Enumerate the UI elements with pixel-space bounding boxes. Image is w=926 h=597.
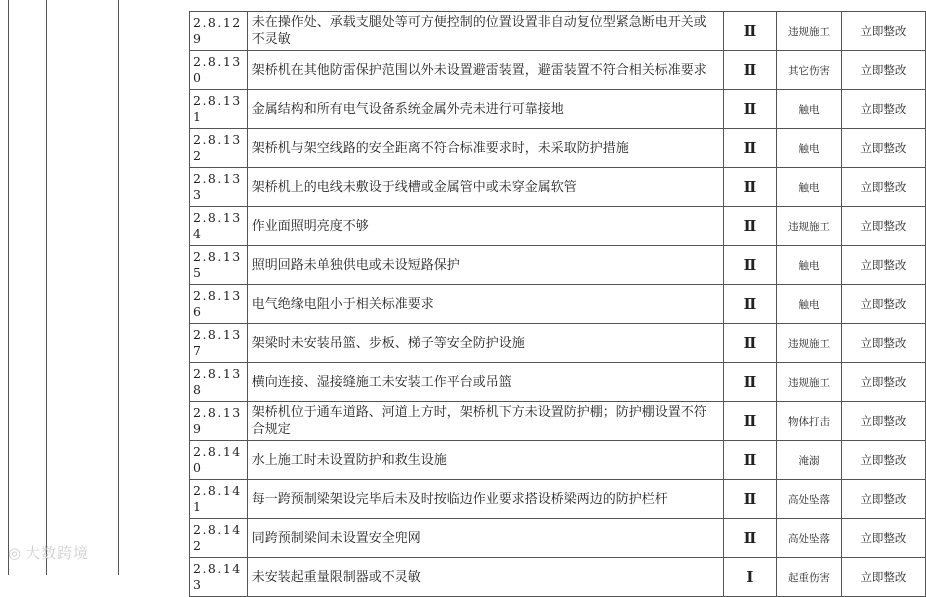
table-row bbox=[190, 480, 926, 519]
item-number: 2.8.12 9 bbox=[190, 12, 248, 51]
rectification-action: 立即整改 bbox=[841, 519, 925, 558]
item-number: 2.8.13 0 bbox=[190, 51, 248, 90]
item-number: 2.8.13 2 bbox=[190, 129, 248, 168]
rectification-action: 立即整改 bbox=[841, 12, 925, 51]
accident-type: 违规施工 bbox=[777, 363, 842, 402]
hazard-description: 金属结构和所有电气设备系统金属外壳未进行可靠接地 bbox=[247, 90, 723, 129]
item-number: 2.8.13 3 bbox=[190, 168, 248, 207]
rectification-action: 立即整改 bbox=[841, 285, 925, 324]
rectification-action: 立即整改 bbox=[841, 441, 925, 480]
rectification-action: 立即整改 bbox=[841, 324, 925, 363]
hazard-description: 架梁时未安装吊篮、步板、梯子等安全防护设施 bbox=[247, 324, 723, 363]
hazard-description: 水上施工时未设置防护和救生设施 bbox=[247, 441, 723, 480]
hazard-level: Ⅱ bbox=[723, 402, 776, 441]
watermark-logo-icon: ◎ bbox=[8, 544, 23, 562]
left-border-line bbox=[8, 0, 9, 575]
accident-type: 触电 bbox=[777, 246, 842, 285]
accident-type: 其它伤害 bbox=[777, 51, 842, 90]
rectification-action: 立即整改 bbox=[841, 558, 925, 597]
hazard-level: Ⅱ bbox=[723, 129, 776, 168]
hazard-description: 架桥机与架空线路的安全距离不符合标准要求时，未采取防护措施 bbox=[247, 129, 723, 168]
hazard-table-body bbox=[190, 12, 926, 597]
hazard-level: Ⅱ bbox=[723, 363, 776, 402]
hazard-level: Ⅱ bbox=[723, 12, 776, 51]
item-number: 2.8.13 1 bbox=[190, 90, 248, 129]
accident-type: 触电 bbox=[777, 129, 842, 168]
table-row bbox=[190, 129, 926, 168]
hazard-level: Ⅱ bbox=[723, 519, 776, 558]
rectification-action: 立即整改 bbox=[841, 51, 925, 90]
accident-type: 违规施工 bbox=[777, 12, 842, 51]
rectification-action: 立即整改 bbox=[841, 246, 925, 285]
item-number: 2.8.13 6 bbox=[190, 285, 248, 324]
table-row bbox=[190, 246, 926, 285]
accident-type: 起重伤害 bbox=[777, 558, 842, 597]
item-number: 2.8.14 3 bbox=[190, 558, 248, 597]
table-row bbox=[190, 207, 926, 246]
table-row bbox=[190, 90, 926, 129]
table-row bbox=[190, 51, 926, 90]
table-row bbox=[190, 519, 926, 558]
table-row bbox=[190, 558, 926, 597]
table-row bbox=[190, 285, 926, 324]
hazard-level: Ⅱ bbox=[723, 246, 776, 285]
rectification-action: 立即整改 bbox=[841, 207, 925, 246]
hazard-description: 未在操作处、承载支腿处等可方便控制的位置设置非自动复位型紧急断电开关或不灵敏 bbox=[247, 12, 723, 51]
accident-type: 触电 bbox=[777, 168, 842, 207]
item-number: 2.8.13 7 bbox=[190, 324, 248, 363]
hazard-level: Ⅱ bbox=[723, 168, 776, 207]
table-row bbox=[190, 402, 926, 441]
item-number: 2.8.14 1 bbox=[190, 480, 248, 519]
hazard-level: Ⅱ bbox=[723, 207, 776, 246]
item-number: 2.8.13 8 bbox=[190, 363, 248, 402]
hazard-level: Ⅱ bbox=[723, 324, 776, 363]
item-number: 2.8.13 5 bbox=[190, 246, 248, 285]
watermark-text: 大数跨境 bbox=[25, 544, 90, 562]
item-number: 2.8.13 4 bbox=[190, 207, 248, 246]
hazard-description: 每一跨预制梁架设完毕后未及时按临边作业要求搭设桥梁两边的防护栏杆 bbox=[247, 480, 723, 519]
hazard-description: 架桥机在其他防雷保护范围以外未设置避雷装置，避雷装置不符合相关标准要求 bbox=[247, 51, 723, 90]
rectification-action: 立即整改 bbox=[841, 90, 925, 129]
table-row bbox=[190, 324, 926, 363]
table-row bbox=[190, 363, 926, 402]
hazard-description: 照明回路未单独供电或未设短路保护 bbox=[247, 246, 723, 285]
watermark bbox=[8, 542, 89, 563]
hazard-description: 架桥机位于通车道路、河道上方时，架桥机下方未设置防护棚；防护棚设置不符合规定 bbox=[247, 402, 723, 441]
accident-type: 违规施工 bbox=[777, 207, 842, 246]
hazard-level: Ⅰ bbox=[723, 558, 776, 597]
accident-type: 违规施工 bbox=[777, 324, 842, 363]
table-row bbox=[190, 441, 926, 480]
hazard-level: Ⅱ bbox=[723, 285, 776, 324]
table-row bbox=[190, 12, 926, 51]
hazard-description: 作业面照明亮度不够 bbox=[247, 207, 723, 246]
hazard-description: 电气绝缘电阻小于相关标准要求 bbox=[247, 285, 723, 324]
hazard-level: Ⅱ bbox=[723, 480, 776, 519]
rectification-action: 立即整改 bbox=[841, 168, 925, 207]
rectification-action: 立即整改 bbox=[841, 129, 925, 168]
table-row bbox=[190, 168, 926, 207]
left-column-divider-1 bbox=[46, 0, 47, 575]
rectification-action: 立即整改 bbox=[841, 402, 925, 441]
item-number: 2.8.14 2 bbox=[190, 519, 248, 558]
accident-type: 高处坠落 bbox=[777, 519, 842, 558]
hazard-description: 未安装起重量限制器或不灵敏 bbox=[247, 558, 723, 597]
hazard-table bbox=[189, 11, 926, 597]
accident-type: 淹溺 bbox=[777, 441, 842, 480]
rectification-action: 立即整改 bbox=[841, 363, 925, 402]
hazard-level: Ⅱ bbox=[723, 441, 776, 480]
item-number: 2.8.14 0 bbox=[190, 441, 248, 480]
accident-type: 触电 bbox=[777, 90, 842, 129]
hazard-description: 同跨预制梁间未设置安全兜网 bbox=[247, 519, 723, 558]
accident-type: 物体打击 bbox=[777, 402, 842, 441]
rectification-action: 立即整改 bbox=[841, 480, 925, 519]
hazard-level: Ⅱ bbox=[723, 90, 776, 129]
left-column-divider-2 bbox=[118, 0, 119, 575]
accident-type: 高处坠落 bbox=[777, 480, 842, 519]
hazard-level: Ⅱ bbox=[723, 51, 776, 90]
accident-type: 触电 bbox=[777, 285, 842, 324]
item-number: 2.8.13 9 bbox=[190, 402, 248, 441]
hazard-description: 架桥机上的电线未敷设于线槽或金属管中或未穿金属软管 bbox=[247, 168, 723, 207]
hazard-description: 横向连接、湿接缝施工未安装工作平台或吊篮 bbox=[247, 363, 723, 402]
